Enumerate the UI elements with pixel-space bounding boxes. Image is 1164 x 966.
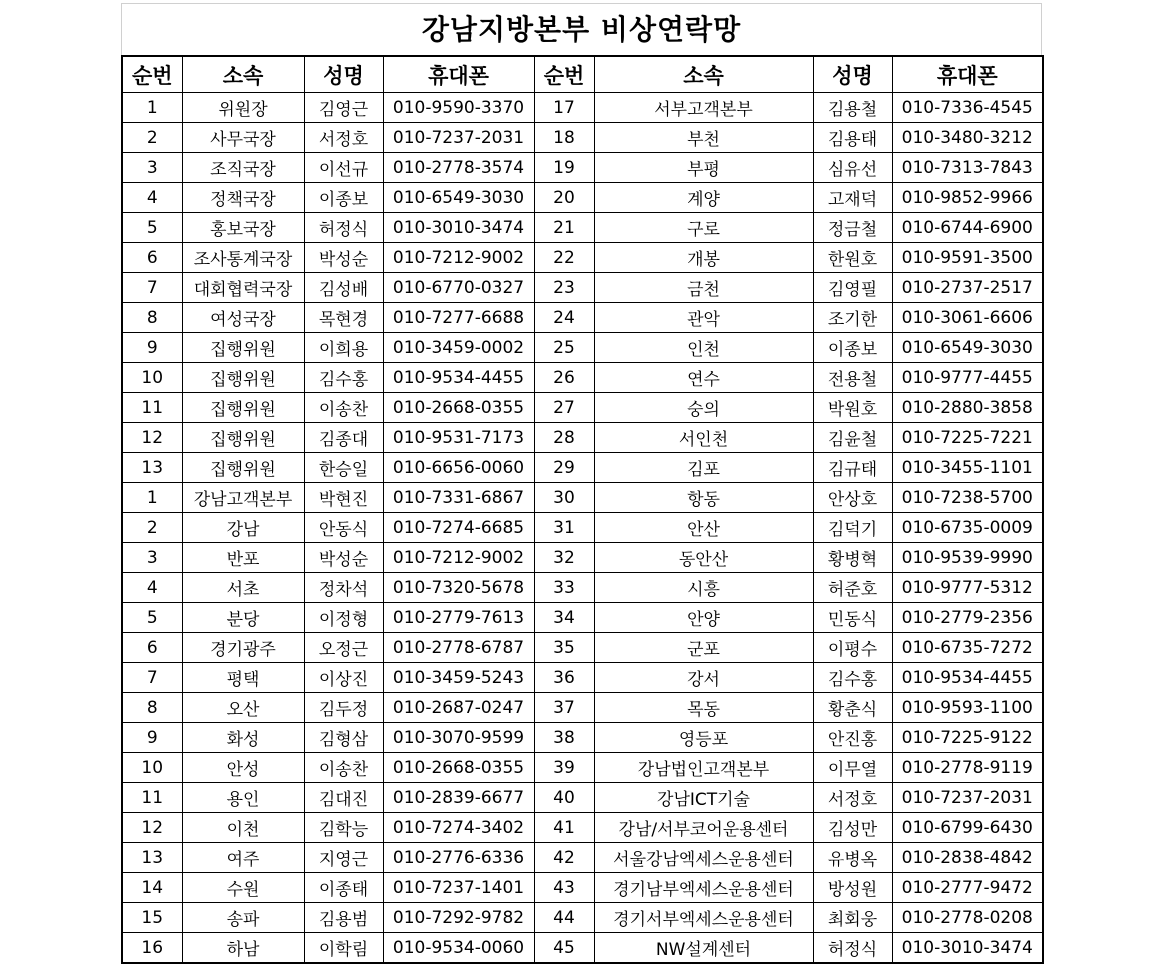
phone-left-cell: 010-9534-0060: [383, 933, 534, 964]
dept-right-cell: 안양: [594, 603, 813, 633]
page-title: 강남지방본부 비상연락망: [121, 3, 1042, 55]
phone-left-cell: 010-2839-6677: [383, 783, 534, 813]
phone-right-cell: 010-9593-1100: [892, 693, 1043, 723]
dept-left-cell: 오산: [182, 693, 304, 723]
table-row: [122, 903, 1043, 933]
seq-right-cell: 41: [534, 813, 594, 843]
seq-left-cell: 11: [122, 393, 182, 423]
seq-right-cell: 23: [534, 273, 594, 303]
name-left-cell: 박현진: [304, 483, 383, 513]
name-left-cell: 김성배: [304, 273, 383, 303]
table-row: [122, 93, 1043, 123]
phone-right-cell: 010-9534-4455: [892, 663, 1043, 693]
dept-right-cell: NW설계센터: [594, 933, 813, 964]
name-right-cell: 김용태: [813, 123, 892, 153]
seq-left-cell: 1: [122, 483, 182, 513]
dept-right-cell: 관악: [594, 303, 813, 333]
dept-right-cell: 강남법인고객본부: [594, 753, 813, 783]
table-body: [122, 93, 1043, 964]
name-right-cell: 허정식: [813, 933, 892, 964]
seq-right-cell: 44: [534, 903, 594, 933]
name-left-cell: 목현경: [304, 303, 383, 333]
seq-left-cell: 5: [122, 213, 182, 243]
phone-right-cell: 010-7238-5700: [892, 483, 1043, 513]
name-left-cell: 박성순: [304, 243, 383, 273]
seq-left-cell: 14: [122, 873, 182, 903]
name-left-cell: 정차석: [304, 573, 383, 603]
phone-right-cell: 010-9591-3500: [892, 243, 1043, 273]
table-row: [122, 213, 1043, 243]
dept-left-cell: 하남: [182, 933, 304, 964]
name-right-cell: 서정호: [813, 783, 892, 813]
table-row: [122, 393, 1043, 423]
header-phone-right: 휴대폰: [892, 56, 1043, 93]
name-left-cell: 김두정: [304, 693, 383, 723]
phone-left-cell: 010-6656-0060: [383, 453, 534, 483]
name-left-cell: 한승일: [304, 453, 383, 483]
header-row: [122, 56, 1043, 93]
seq-right-cell: 33: [534, 573, 594, 603]
name-right-cell: 한원호: [813, 243, 892, 273]
name-left-cell: 지영근: [304, 843, 383, 873]
seq-right-cell: 45: [534, 933, 594, 964]
phone-left-cell: 010-9590-3370: [383, 93, 534, 123]
dept-left-cell: 집행위원: [182, 423, 304, 453]
table-row: [122, 513, 1043, 543]
header-name-right: 성명: [813, 56, 892, 93]
table-row: [122, 813, 1043, 843]
name-left-cell: 김영근: [304, 93, 383, 123]
header-seq-right: 순번: [534, 56, 594, 93]
dept-right-cell: 강남ICT기술: [594, 783, 813, 813]
phone-right-cell: 010-6735-0009: [892, 513, 1043, 543]
seq-right-cell: 34: [534, 603, 594, 633]
dept-left-cell: 집행위원: [182, 363, 304, 393]
phone-left-cell: 010-6770-0327: [383, 273, 534, 303]
name-right-cell: 전용철: [813, 363, 892, 393]
table-row: [122, 183, 1043, 213]
seq-left-cell: 7: [122, 273, 182, 303]
seq-right-cell: 22: [534, 243, 594, 273]
phone-left-cell: 010-7292-9782: [383, 903, 534, 933]
seq-left-cell: 12: [122, 813, 182, 843]
table-row: [122, 633, 1043, 663]
dept-left-cell: 평택: [182, 663, 304, 693]
dept-right-cell: 강남/서부코어운용센터: [594, 813, 813, 843]
name-right-cell: 방성원: [813, 873, 892, 903]
name-left-cell: 박성순: [304, 543, 383, 573]
name-left-cell: 이송찬: [304, 393, 383, 423]
phone-left-cell: 010-9534-4455: [383, 363, 534, 393]
name-right-cell: 박원호: [813, 393, 892, 423]
dept-left-cell: 대회협력국장: [182, 273, 304, 303]
dept-left-cell: 강남고객본부: [182, 483, 304, 513]
name-right-cell: 안진홍: [813, 723, 892, 753]
phone-right-cell: 010-6744-6900: [892, 213, 1043, 243]
phone-left-cell: 010-3010-3474: [383, 213, 534, 243]
phone-left-cell: 010-7274-3402: [383, 813, 534, 843]
name-left-cell: 이상진: [304, 663, 383, 693]
seq-right-cell: 21: [534, 213, 594, 243]
dept-right-cell: 서울강남엑세스운용센터: [594, 843, 813, 873]
dept-left-cell: 용인: [182, 783, 304, 813]
phone-right-cell: 010-7313-7843: [892, 153, 1043, 183]
dept-right-cell: 강서: [594, 663, 813, 693]
dept-left-cell: 수원: [182, 873, 304, 903]
dept-left-cell: 화성: [182, 723, 304, 753]
name-right-cell: 김성만: [813, 813, 892, 843]
name-right-cell: 심유선: [813, 153, 892, 183]
header-seq-left: 순번: [122, 56, 182, 93]
phone-left-cell: 010-2668-0355: [383, 393, 534, 423]
dept-left-cell: 집행위원: [182, 393, 304, 423]
name-right-cell: 김영필: [813, 273, 892, 303]
phone-left-cell: 010-2778-6787: [383, 633, 534, 663]
name-right-cell: 안상호: [813, 483, 892, 513]
phone-left-cell: 010-7212-9002: [383, 243, 534, 273]
dept-right-cell: 연수: [594, 363, 813, 393]
dept-right-cell: 안산: [594, 513, 813, 543]
seq-right-cell: 18: [534, 123, 594, 153]
header-dept-right: 소속: [594, 56, 813, 93]
name-right-cell: 김수홍: [813, 663, 892, 693]
seq-left-cell: 9: [122, 723, 182, 753]
dept-left-cell: 반포: [182, 543, 304, 573]
dept-right-cell: 군포: [594, 633, 813, 663]
header-phone-left: 휴대폰: [383, 56, 534, 93]
dept-left-cell: 강남: [182, 513, 304, 543]
table-row: [122, 873, 1043, 903]
dept-right-cell: 경기서부엑세스운용센터: [594, 903, 813, 933]
seq-left-cell: 3: [122, 153, 182, 183]
phone-right-cell: 010-9777-4455: [892, 363, 1043, 393]
seq-right-cell: 29: [534, 453, 594, 483]
name-right-cell: 이평수: [813, 633, 892, 663]
dept-right-cell: 인천: [594, 333, 813, 363]
seq-left-cell: 2: [122, 513, 182, 543]
phone-right-cell: 010-2779-2356: [892, 603, 1043, 633]
seq-right-cell: 28: [534, 423, 594, 453]
table-row: [122, 273, 1043, 303]
name-left-cell: 이학림: [304, 933, 383, 964]
name-right-cell: 황병혁: [813, 543, 892, 573]
seq-right-cell: 36: [534, 663, 594, 693]
table-row: [122, 663, 1043, 693]
phone-left-cell: 010-3070-9599: [383, 723, 534, 753]
name-right-cell: 김윤철: [813, 423, 892, 453]
name-right-cell: 김용철: [813, 93, 892, 123]
dept-left-cell: 안성: [182, 753, 304, 783]
name-left-cell: 이희용: [304, 333, 383, 363]
dept-left-cell: 분당: [182, 603, 304, 633]
name-right-cell: 이종보: [813, 333, 892, 363]
table-row: [122, 453, 1043, 483]
table-row: [122, 543, 1043, 573]
name-left-cell: 안동식: [304, 513, 383, 543]
dept-right-cell: 영등포: [594, 723, 813, 753]
name-right-cell: 민동식: [813, 603, 892, 633]
phone-right-cell: 010-2737-2517: [892, 273, 1043, 303]
seq-right-cell: 39: [534, 753, 594, 783]
phone-right-cell: 010-7225-7221: [892, 423, 1043, 453]
phone-right-cell: 010-2778-9119: [892, 753, 1043, 783]
dept-left-cell: 이천: [182, 813, 304, 843]
name-right-cell: 김규태: [813, 453, 892, 483]
phone-right-cell: 010-2778-0208: [892, 903, 1043, 933]
seq-left-cell: 13: [122, 453, 182, 483]
dept-left-cell: 홍보국장: [182, 213, 304, 243]
table-row: [122, 363, 1043, 393]
seq-right-cell: 27: [534, 393, 594, 423]
name-left-cell: 이정형: [304, 603, 383, 633]
seq-right-cell: 43: [534, 873, 594, 903]
phone-right-cell: 010-6735-7272: [892, 633, 1043, 663]
table-row: [122, 573, 1043, 603]
name-right-cell: 고재덕: [813, 183, 892, 213]
seq-left-cell: 8: [122, 303, 182, 333]
seq-left-cell: 9: [122, 333, 182, 363]
table-row: [122, 723, 1043, 753]
seq-left-cell: 15: [122, 903, 182, 933]
table-row: [122, 423, 1043, 453]
phone-left-cell: 010-7274-6685: [383, 513, 534, 543]
seq-left-cell: 12: [122, 423, 182, 453]
seq-right-cell: 25: [534, 333, 594, 363]
seq-right-cell: 37: [534, 693, 594, 723]
table-row: [122, 123, 1043, 153]
phone-right-cell: 010-9852-9966: [892, 183, 1043, 213]
name-left-cell: 김수홍: [304, 363, 383, 393]
phone-left-cell: 010-3459-0002: [383, 333, 534, 363]
dept-right-cell: 개봉: [594, 243, 813, 273]
seq-right-cell: 17: [534, 93, 594, 123]
phone-right-cell: 010-9539-9990: [892, 543, 1043, 573]
seq-left-cell: 8: [122, 693, 182, 723]
phone-right-cell: 010-7225-9122: [892, 723, 1043, 753]
dept-right-cell: 동안산: [594, 543, 813, 573]
dept-right-cell: 김포: [594, 453, 813, 483]
name-right-cell: 조기한: [813, 303, 892, 333]
name-right-cell: 유병옥: [813, 843, 892, 873]
dept-left-cell: 집행위원: [182, 333, 304, 363]
table-row: [122, 303, 1043, 333]
seq-right-cell: 19: [534, 153, 594, 183]
name-right-cell: 허준호: [813, 573, 892, 603]
dept-left-cell: 조사통계국장: [182, 243, 304, 273]
seq-left-cell: 13: [122, 843, 182, 873]
name-left-cell: 이종태: [304, 873, 383, 903]
name-right-cell: 김덕기: [813, 513, 892, 543]
seq-left-cell: 16: [122, 933, 182, 964]
phone-left-cell: 010-2776-6336: [383, 843, 534, 873]
seq-right-cell: 26: [534, 363, 594, 393]
seq-right-cell: 20: [534, 183, 594, 213]
seq-left-cell: 2: [122, 123, 182, 153]
table-row: [122, 333, 1043, 363]
name-left-cell: 김대진: [304, 783, 383, 813]
phone-right-cell: 010-6799-6430: [892, 813, 1043, 843]
phone-left-cell: 010-7237-1401: [383, 873, 534, 903]
phone-left-cell: 010-7212-9002: [383, 543, 534, 573]
phone-left-cell: 010-2779-7613: [383, 603, 534, 633]
header-dept-left: 소속: [182, 56, 304, 93]
dept-right-cell: 부평: [594, 153, 813, 183]
contact-sheet: [121, 3, 1042, 964]
phone-right-cell: 010-3455-1101: [892, 453, 1043, 483]
dept-right-cell: 서부고객본부: [594, 93, 813, 123]
name-right-cell: 정금철: [813, 213, 892, 243]
name-left-cell: 서정호: [304, 123, 383, 153]
phone-right-cell: 010-2880-3858: [892, 393, 1043, 423]
phone-left-cell: 010-7237-2031: [383, 123, 534, 153]
table-row: [122, 693, 1043, 723]
dept-left-cell: 정책국장: [182, 183, 304, 213]
dept-left-cell: 사무국장: [182, 123, 304, 153]
seq-left-cell: 4: [122, 573, 182, 603]
dept-left-cell: 조직국장: [182, 153, 304, 183]
phone-right-cell: 010-2777-9472: [892, 873, 1043, 903]
table-row: [122, 933, 1043, 964]
table-row: [122, 753, 1043, 783]
phone-right-cell: 010-3061-6606: [892, 303, 1043, 333]
dept-right-cell: 항동: [594, 483, 813, 513]
dept-left-cell: 집행위원: [182, 453, 304, 483]
dept-left-cell: 여주: [182, 843, 304, 873]
phone-left-cell: 010-2687-0247: [383, 693, 534, 723]
dept-right-cell: 시흥: [594, 573, 813, 603]
phone-right-cell: 010-7336-4545: [892, 93, 1043, 123]
dept-right-cell: 서인천: [594, 423, 813, 453]
dept-left-cell: 위원장: [182, 93, 304, 123]
seq-left-cell: 10: [122, 363, 182, 393]
seq-right-cell: 38: [534, 723, 594, 753]
phone-right-cell: 010-3010-3474: [892, 933, 1043, 964]
dept-left-cell: 서초: [182, 573, 304, 603]
name-left-cell: 김용범: [304, 903, 383, 933]
seq-right-cell: 42: [534, 843, 594, 873]
table-row: [122, 843, 1043, 873]
table-row: [122, 153, 1043, 183]
name-left-cell: 오정근: [304, 633, 383, 663]
seq-right-cell: 24: [534, 303, 594, 333]
seq-right-cell: 30: [534, 483, 594, 513]
phone-left-cell: 010-3459-5243: [383, 663, 534, 693]
seq-left-cell: 7: [122, 663, 182, 693]
dept-right-cell: 경기남부엑세스운용센터: [594, 873, 813, 903]
phone-right-cell: 010-3480-3212: [892, 123, 1043, 153]
phone-right-cell: 010-2838-4842: [892, 843, 1043, 873]
phone-left-cell: 010-7277-6688: [383, 303, 534, 333]
dept-right-cell: 구로: [594, 213, 813, 243]
seq-left-cell: 5: [122, 603, 182, 633]
seq-left-cell: 6: [122, 633, 182, 663]
seq-right-cell: 31: [534, 513, 594, 543]
phone-left-cell: 010-6549-3030: [383, 183, 534, 213]
name-right-cell: 황춘식: [813, 693, 892, 723]
name-left-cell: 김학능: [304, 813, 383, 843]
name-left-cell: 이선규: [304, 153, 383, 183]
phone-left-cell: 010-7331-6867: [383, 483, 534, 513]
phone-right-cell: 010-7237-2031: [892, 783, 1043, 813]
table-row: [122, 603, 1043, 633]
phone-left-cell: 010-2668-0355: [383, 753, 534, 783]
seq-right-cell: 40: [534, 783, 594, 813]
seq-right-cell: 35: [534, 633, 594, 663]
dept-left-cell: 송파: [182, 903, 304, 933]
table-row: [122, 483, 1043, 513]
dept-right-cell: 부천: [594, 123, 813, 153]
phone-right-cell: 010-9777-5312: [892, 573, 1043, 603]
dept-left-cell: 경기광주: [182, 633, 304, 663]
name-left-cell: 김형삼: [304, 723, 383, 753]
table-row: [122, 783, 1043, 813]
dept-right-cell: 숭의: [594, 393, 813, 423]
contact-table: [121, 55, 1044, 964]
name-left-cell: 이종보: [304, 183, 383, 213]
name-right-cell: 이무열: [813, 753, 892, 783]
header-name-left: 성명: [304, 56, 383, 93]
phone-left-cell: 010-9531-7173: [383, 423, 534, 453]
seq-left-cell: 1: [122, 93, 182, 123]
seq-left-cell: 10: [122, 753, 182, 783]
dept-right-cell: 목동: [594, 693, 813, 723]
name-right-cell: 최회웅: [813, 903, 892, 933]
phone-left-cell: 010-2778-3574: [383, 153, 534, 183]
phone-left-cell: 010-7320-5678: [383, 573, 534, 603]
seq-right-cell: 32: [534, 543, 594, 573]
name-left-cell: 김종대: [304, 423, 383, 453]
dept-right-cell: 계양: [594, 183, 813, 213]
name-left-cell: 이송찬: [304, 753, 383, 783]
seq-left-cell: 11: [122, 783, 182, 813]
table-row: [122, 243, 1043, 273]
phone-right-cell: 010-6549-3030: [892, 333, 1043, 363]
seq-left-cell: 6: [122, 243, 182, 273]
seq-left-cell: 3: [122, 543, 182, 573]
dept-right-cell: 금천: [594, 273, 813, 303]
name-left-cell: 허정식: [304, 213, 383, 243]
seq-left-cell: 4: [122, 183, 182, 213]
dept-left-cell: 여성국장: [182, 303, 304, 333]
